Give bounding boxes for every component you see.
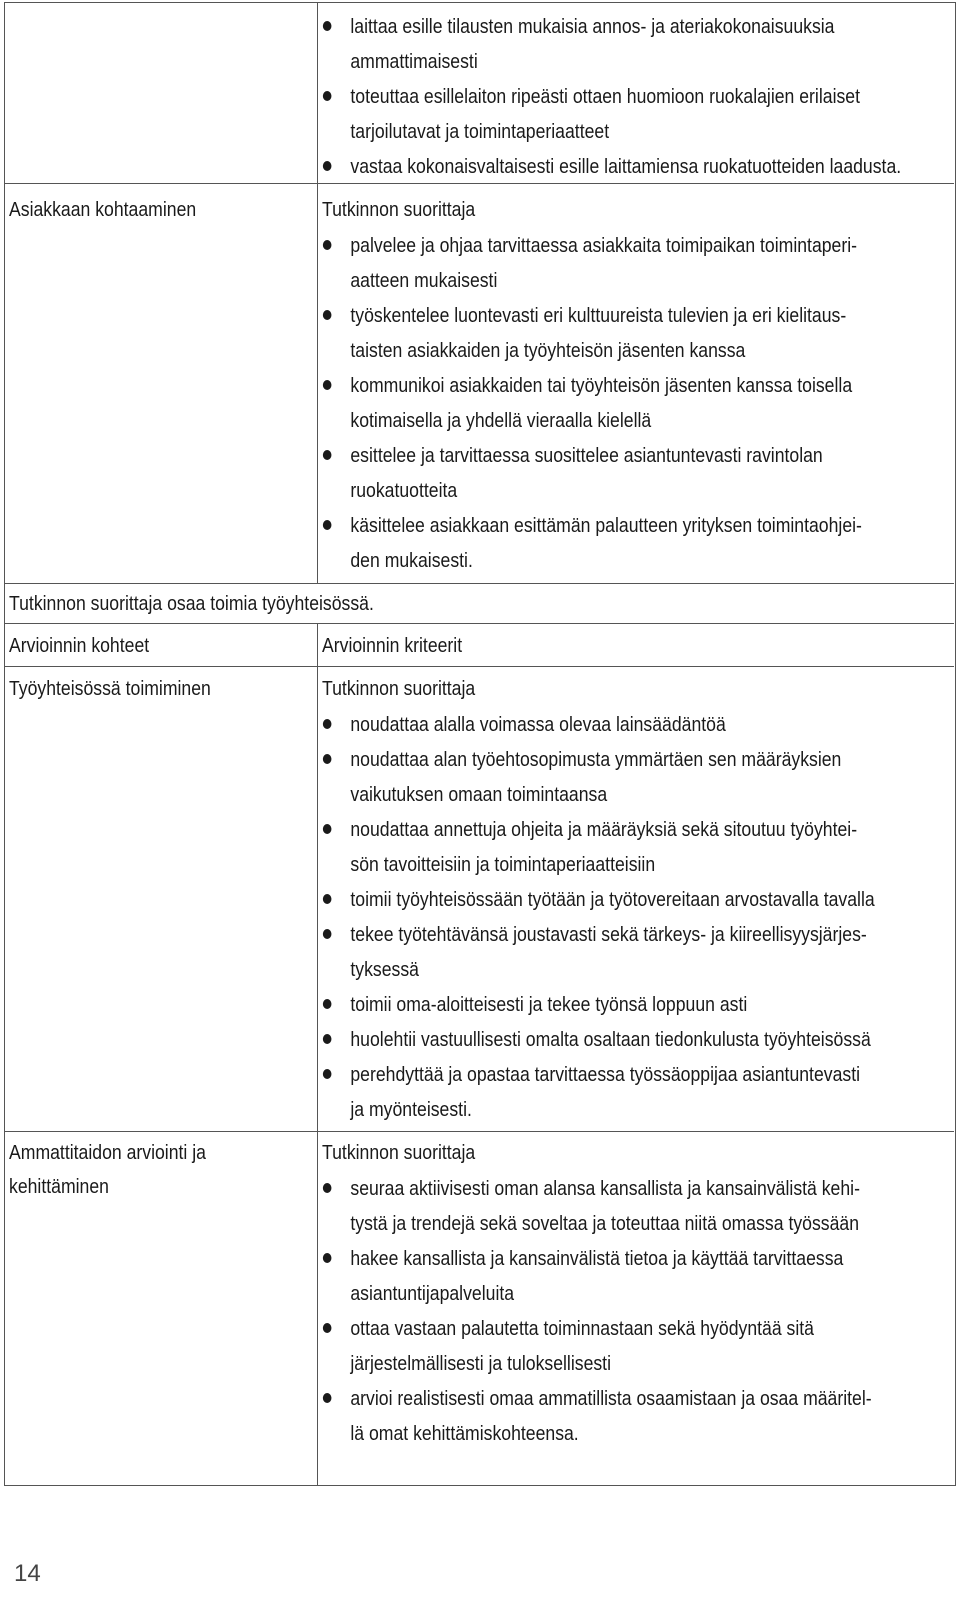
- row-label-tyoyhteisossa-toimiminen: Työyhteisössä toimiminen: [9, 677, 211, 700]
- list-item: vastaa kokonaisvaltaisesti esille laittamiensa ruokatuotteiden laadusta.: [322, 149, 901, 184]
- page-number: 14: [14, 1560, 41, 1587]
- list-item: huolehtii vastuullisesti omalta osaltaan tiedonkulusta työyhteisössä: [322, 1022, 875, 1057]
- column-header-kriteerit: Arvioinnin kriteerit: [322, 634, 463, 657]
- list-item: kommunikoi asiakkaiden tai työyhteisön jäsenten kanssa toisella kotimaisella ja yhdellä vieraalla kielellä: [322, 368, 862, 438]
- list-item: noudattaa alan työehtosopimusta ymmärtäen sen määräyksien vaikutuksen omaan toimintaansa: [322, 742, 875, 812]
- asiakas-bullet-list: [322, 228, 862, 578]
- column-divider-top: [317, 3, 318, 583]
- tyoyhteiso-bullet-list: [322, 707, 875, 1127]
- row-label-asiakkaan-kohtaaminen: Asiakkaan kohtaaminen: [9, 198, 197, 221]
- row-divider-tyoyhteiso: [5, 666, 954, 667]
- section-heading: Tutkinnon suorittaja osaa toimia työyhteisössä.: [9, 592, 374, 615]
- list-item: esittelee ja tarvittaessa suosittelee asiantuntevasti ravintolan ruokatuotteita: [322, 438, 862, 508]
- list-item: laittaa esille tilausten mukaisia annos- ja ateriakokonaisuuksia ammattimaisesti: [322, 9, 901, 79]
- criteria-intro: Tutkinnon suorittaja: [322, 677, 476, 700]
- column-header-kohteet: Arvioinnin kohteet: [9, 634, 150, 657]
- criteria-intro: Tutkinnon suorittaja: [322, 198, 476, 221]
- list-item: noudattaa annettuja ohjeita ja määräyksiä sekä sitoutuu työyhtei- sön tavoitteisiin ja toimintaperiaatteisiin: [322, 812, 875, 882]
- list-item: toimii oma-aloitteisesti ja tekee työnsä loppuun asti: [322, 987, 875, 1022]
- column-divider-header: [317, 623, 318, 666]
- row-label-ammattitaidon-arviointi: Ammattitaidon arviointi ja kehittäminen: [9, 1141, 206, 1198]
- row-divider-ammattitaito: [5, 1131, 954, 1132]
- top-bullet-list: [322, 9, 901, 184]
- list-item: ottaa vastaan palautetta toiminnastaan sekä hyödyntää sitä järjestelmällisesti ja tuloksellisesti: [322, 1311, 872, 1381]
- list-item: perehdyttää ja opastaa tarvittaessa työssäoppijaa asiantuntevasti ja myönteisesti.: [322, 1057, 875, 1127]
- column-divider-bottom: [317, 666, 318, 1486]
- list-item: noudattaa alalla voimassa olevaa lainsäädäntöä: [322, 707, 875, 742]
- criteria-intro: Tutkinnon suorittaja: [322, 1141, 476, 1164]
- list-item: seuraa aktiivisesti oman alansa kansallista ja kansainvälistä kehi- tystä ja trendejä sekä soveltaa ja toteuttaa niitä omassa työssään: [322, 1171, 872, 1241]
- list-item: hakee kansallista ja kansainvälistä tietoa ja käyttää tarvittaessa asiantuntijapalveluita: [322, 1241, 872, 1311]
- list-item: tekee työtehtävänsä joustavasti sekä tärkeys- ja kiireellisyysjärjes- tyksessä: [322, 917, 875, 987]
- list-item: toimii työyhteisössään työtään ja työtovereitaan arvostavalla tavalla: [322, 882, 875, 917]
- list-item: työskentelee luontevasti eri kulttuureista tulevien ja eri kielitaus- taisten asiakkaiden ja työyhteisön jäsenten kanssa: [322, 298, 862, 368]
- list-item: arvioi realistisesti omaa ammatillista osaamistaan ja osaa määritel- lä omat kehittämiskohteensa.: [322, 1381, 872, 1451]
- list-item: toteuttaa esillelaiton ripeästi ottaen huomioon ruokalajien erilaiset tarjoilutavat ja toimintaperiaatteet: [322, 79, 901, 149]
- ammattitaito-bullet-list: [322, 1171, 872, 1451]
- row-divider-section: [5, 583, 954, 584]
- list-item: palvelee ja ohjaa tarvittaessa asiakkaita toimipaikan toimintaperi- aatteen mukaisesti: [322, 228, 862, 298]
- row-divider-headers: [5, 623, 954, 624]
- list-item: käsittelee asiakkaan esittämän palautteen yrityksen toimintaohjei- den mukaisesti.: [322, 508, 862, 578]
